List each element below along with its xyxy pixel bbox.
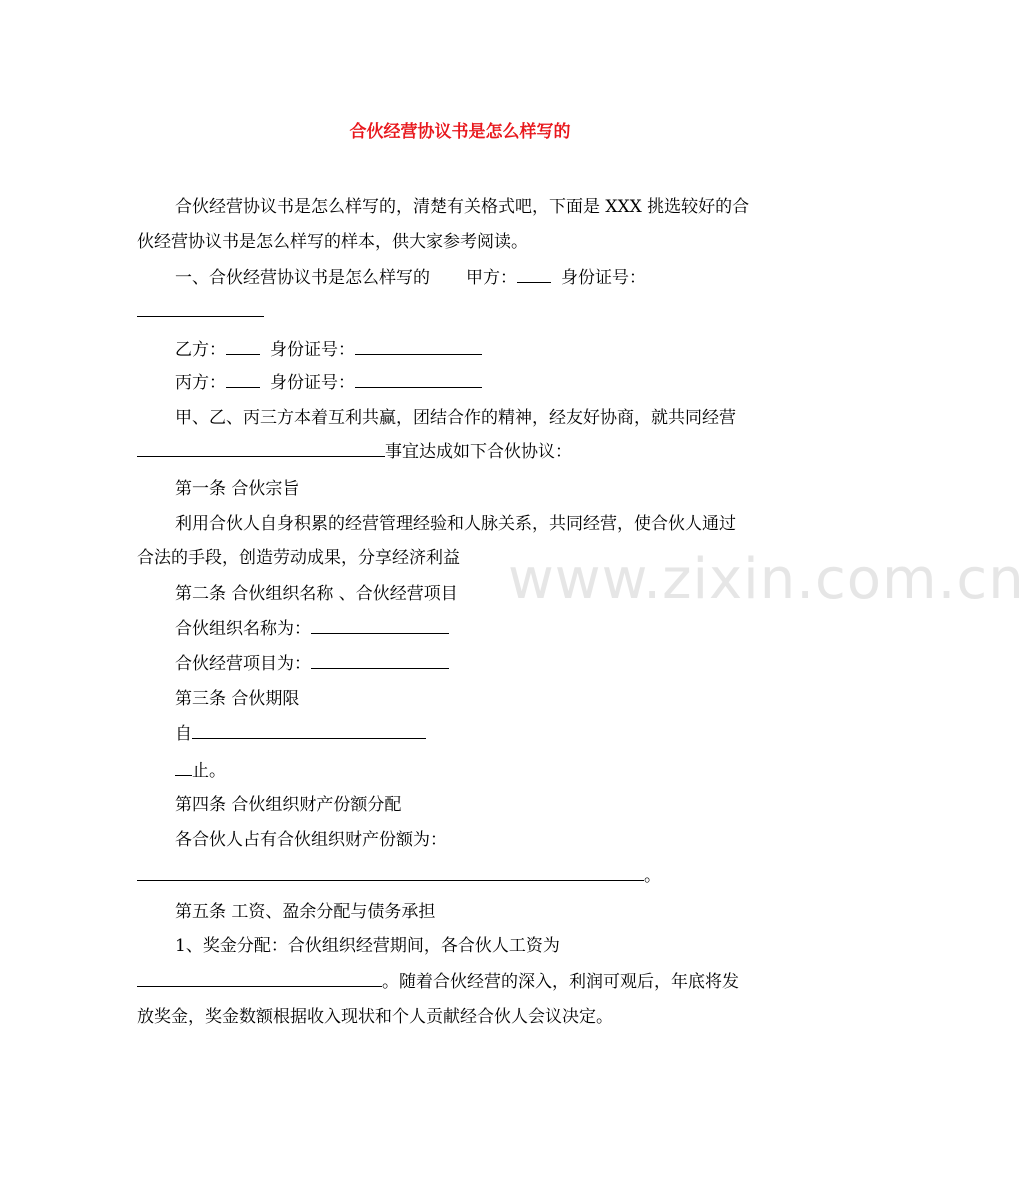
org-name-blank: [311, 618, 449, 634]
share-line: [137, 864, 787, 888]
party-a-id-line: [137, 300, 787, 324]
party-c-label: 丙方：: [175, 373, 226, 393]
bonus-line-2-text: 。随着合伙经营的深入，利润可观后，年底将发: [382, 972, 739, 992]
party-c-id-label: 身份证号：: [270, 373, 355, 393]
until-line: [137, 759, 825, 783]
business-blank: [137, 441, 385, 457]
project-label: 合伙经营项目为：: [175, 654, 311, 674]
article-1-body-2: 合法的手段，创造劳动成果，分享经济利益: [137, 548, 460, 568]
share-period: 。: [644, 866, 661, 886]
intro-line-1: 合伙经营协议书是怎么样写的，清楚有关格式吧，下面是 XXX 挑选较好的合: [175, 197, 750, 217]
org-name-line: [137, 617, 825, 641]
from-blank: [192, 723, 426, 739]
article-1-body-1: 利用合伙人自身积累的经营管理经验和人脉关系，共同经营，使合伙人通过: [175, 514, 736, 534]
party-c-line: [137, 371, 825, 395]
salary-blank: [137, 971, 382, 987]
party-a-label: 甲方：: [466, 268, 517, 288]
article-4-title: 第四条 合伙组织财产份额分配: [175, 795, 402, 815]
preamble-line-2-text: 事宜达成如下合伙协议：: [385, 442, 572, 462]
project-line: [137, 652, 825, 676]
party-b-blank: [226, 339, 260, 355]
until-blank: [175, 760, 192, 776]
bonus-line-1: 1、奖金分配：合伙组织经营期间，各合伙人工资为: [175, 936, 560, 956]
party-a-blank: [517, 267, 551, 283]
article-1-title: 第一条 合伙宗旨: [175, 479, 300, 499]
party-a-id-label: 身份证号：: [561, 268, 646, 288]
intro-line-2: 伙经营协议书是怎么样写的样本，供大家参考阅读。: [137, 232, 528, 252]
until-label: 止。: [192, 761, 226, 781]
from-label: 自: [175, 724, 192, 744]
party-b-line: [137, 338, 825, 362]
preamble-line-1: 甲、乙、丙三方本着互利共赢，团结合作的精神，经友好协商，就共同经营: [175, 408, 736, 428]
party-c-blank: [226, 372, 260, 388]
bonus-line-2: [137, 970, 787, 994]
party-b-id-label: 身份证号：: [270, 340, 355, 360]
from-line: [137, 722, 825, 746]
article-5-title: 第五条 工资、盈余分配与债务承担: [175, 902, 436, 922]
party-a-id-blank: [137, 301, 264, 317]
preamble-line-2: [137, 440, 787, 464]
bonus-line-3: 放奖金，奖金数额根据收入现状和个人贡献经合伙人会议决定。: [137, 1007, 613, 1027]
project-blank: [311, 653, 449, 669]
article-3-title: 第三条 合伙期限: [175, 689, 300, 709]
section-1-heading: 一、合伙经营协议书是怎么样写的: [175, 268, 430, 288]
org-name-label: 合伙组织名称为：: [175, 619, 311, 639]
party-b-label: 乙方：: [175, 340, 226, 360]
document-title: 合伙经营协议书是怎么样写的: [349, 122, 571, 142]
article-2-title: 第二条 合伙组织名称 、合伙经营项目: [175, 584, 458, 604]
share-blank: [137, 865, 644, 881]
article-4-body: 各合伙人占有合伙组织财产份额为：: [175, 830, 447, 850]
party-b-id-blank: [355, 339, 482, 355]
section-1-heading-line: [137, 266, 825, 290]
watermark: www.zixin.com.cn: [508, 547, 1025, 612]
party-c-id-blank: [355, 372, 482, 388]
